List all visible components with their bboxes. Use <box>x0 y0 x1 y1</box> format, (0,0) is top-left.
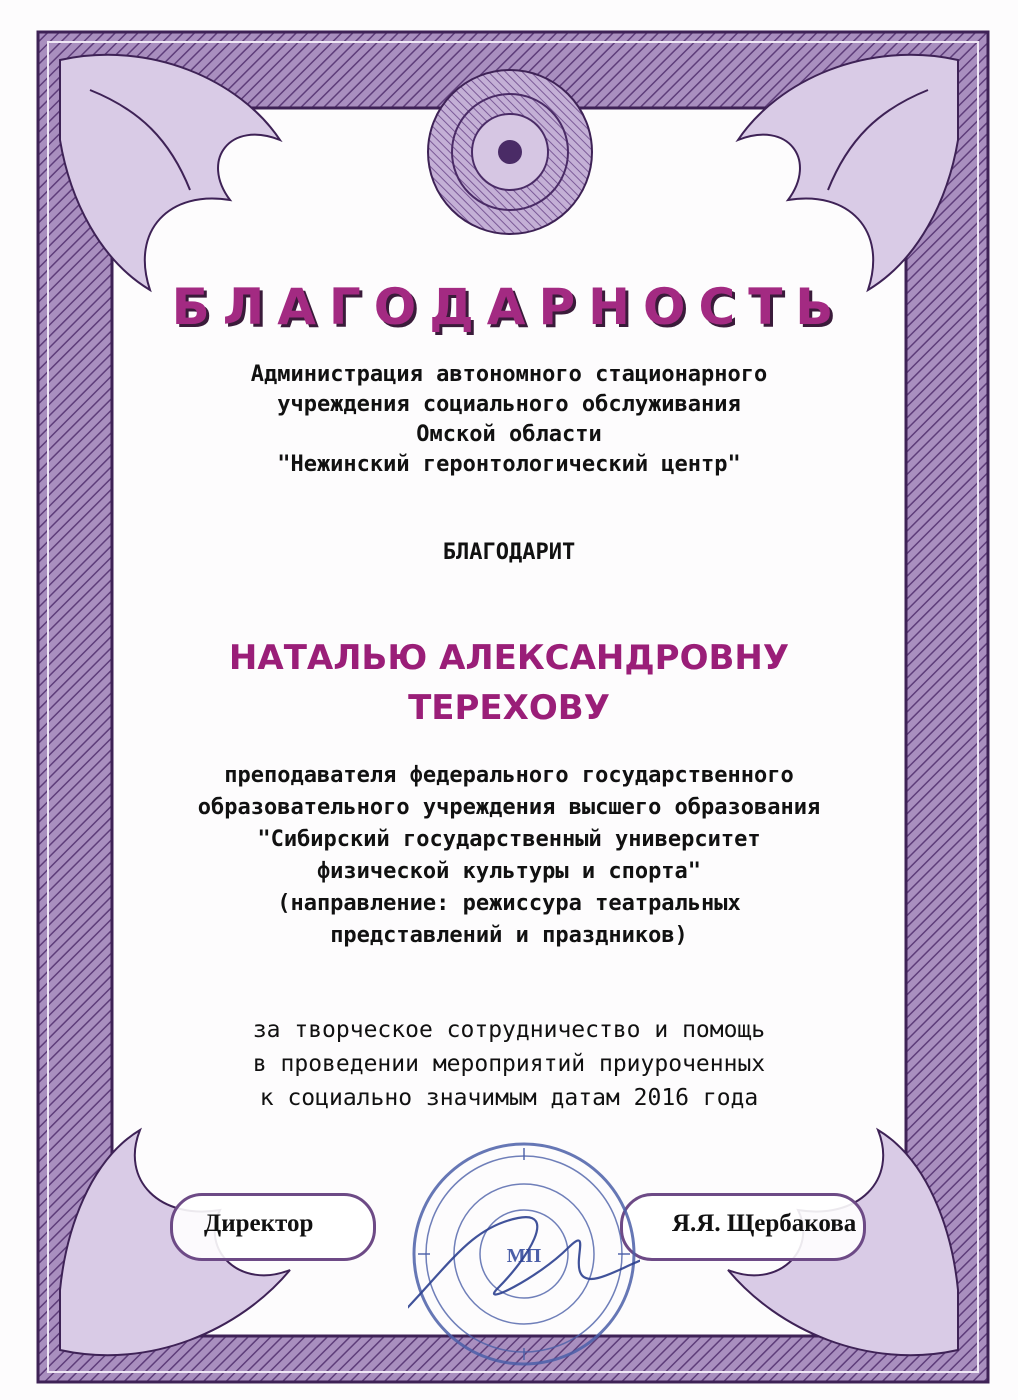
recipient-line: НАТАЛЬЮ АЛЕКСАНДРОВНУ <box>228 638 790 678</box>
organization-line: учреждения социального обслуживания <box>277 392 741 417</box>
position-line: образовательного учреждения высшего образования <box>197 795 821 820</box>
document-title: БЛАГОДАРНОСТЬ <box>171 278 847 336</box>
position-line: (направление: режиссура театральных <box>277 891 741 916</box>
stamp-center-mark: МП <box>506 1245 542 1267</box>
recipient-name <box>100 633 918 733</box>
issuing-organization <box>100 360 918 480</box>
position-line: "Сибирский государственный университет <box>257 827 761 852</box>
signatory-name: Я.Я. Щербакова <box>672 1210 857 1237</box>
recipient-position <box>100 760 918 952</box>
official-stamp <box>408 1138 640 1370</box>
reason-line: в проведении мероприятий приуроченных <box>252 1051 766 1077</box>
award-reason <box>100 1013 918 1115</box>
reason-line: к социально значимым датам 2016 года <box>259 1085 759 1111</box>
position-line: физической культуры и спорта" <box>316 859 702 884</box>
position-line: преподавателя федерального государственного <box>224 763 794 788</box>
recipient-line: ТЕРЕХОВУ <box>408 688 610 728</box>
rosette-ornament <box>428 70 592 234</box>
organization-line: "Нежинский геронтологический центр" <box>277 452 741 477</box>
position-line: представлений и праздников) <box>330 923 688 948</box>
organization-line: Администрация автономного стационарного <box>250 362 768 387</box>
organization-line: Омской области <box>416 422 602 447</box>
signatory-role: Директор <box>204 1210 314 1237</box>
reason-line: за творческое сотрудничество и помощь <box>252 1017 766 1043</box>
thanks-verb: БЛАГОДАРИТ <box>442 540 576 565</box>
